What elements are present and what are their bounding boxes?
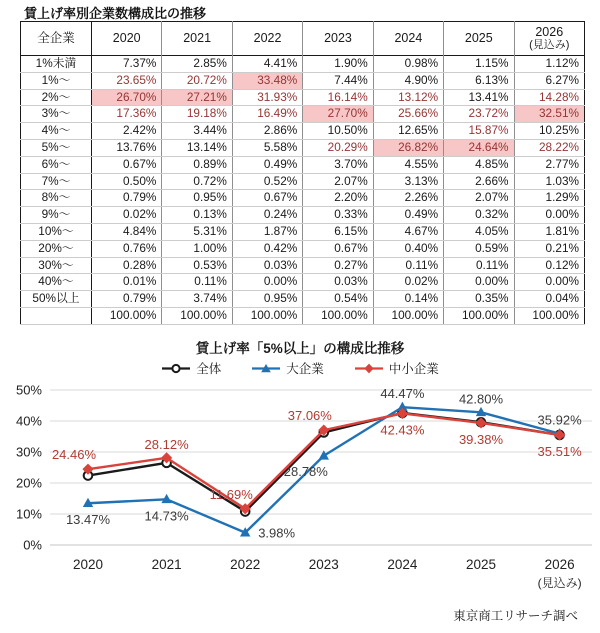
table-cell: 0.02% [373,274,443,291]
table-cell: 4.90% [373,72,443,89]
table-cell: 0.67% [303,240,373,257]
table-row [21,190,585,207]
row-label: 20%〜 [21,240,92,257]
y-axis-tick-label: 0% [23,537,42,553]
table-cell: 31.93% [232,89,302,106]
table-cell: 2.07% [444,190,514,207]
table-row [21,291,585,308]
table-row [21,139,585,156]
table-cell: 0.95% [162,190,232,207]
table-header [21,22,585,56]
table-cell: 0.98% [373,56,443,73]
table-cell: 6.27% [514,72,584,89]
y-axis-tick-label: 20% [15,475,42,491]
table-cell: 3.74% [162,291,232,308]
row-label: 5%〜 [21,139,92,156]
table-cell: 0.00% [444,274,514,291]
x-axis-tick-label: 2025 [465,557,497,572]
table-cell: 1.03% [514,173,584,190]
table-cell: 1.12% [514,56,584,73]
row-label: 10%〜 [21,223,92,240]
table-cell: 0.27% [303,257,373,274]
table-cell: 6.13% [444,72,514,89]
table-cell: 3.70% [303,156,373,173]
year-column-header: 2023 [303,22,373,56]
table-cell: 14.28% [514,89,584,106]
table-cell: 2.66% [444,173,514,190]
table-cell: 4.55% [373,156,443,173]
trend-line-chart [0,383,600,595]
table-cell: 23.65% [92,72,162,89]
table-cell: 24.64% [444,139,514,156]
table-cell: 0.00% [514,274,584,291]
source-note: 東京商工リサーチ調べ [453,609,578,623]
table-cell: 4.84% [92,223,162,240]
table-cell: 0.28% [92,257,162,274]
table-cell: 100.00% [92,307,162,324]
table-cell: 1.87% [232,223,302,240]
y-axis-tick-label: 30% [15,444,42,460]
data-label: 39.38% [458,431,504,447]
data-label: 14.73% [144,508,189,524]
row-label: 1%未満 [21,56,92,73]
table-cell: 0.02% [92,207,162,224]
table-cell: 0.79% [92,190,162,207]
row-label: 3%〜 [21,106,92,123]
row-label: 50%以上 [21,291,92,308]
table-cell: 2.77% [514,156,584,173]
table-cell: 0.11% [373,257,443,274]
table-cell: 0.54% [303,291,373,308]
table-cell: 6.15% [303,223,373,240]
table-cell: 20.72% [162,72,232,89]
table-cell: 7.37% [92,56,162,73]
table-cell: 0.32% [444,207,514,224]
row-label: 6%〜 [21,156,92,173]
table-cell: 0.40% [373,240,443,257]
table-cell: 0.04% [514,291,584,308]
data-label: 13.47% [65,512,111,528]
table-cell: 2.86% [232,123,302,140]
table-cell: 0.00% [232,274,302,291]
open-circle-marker-icon [161,363,191,374]
table-row [21,240,585,257]
data-label: 42.80% [458,391,504,407]
table-cell: 32.51% [514,106,584,123]
row-label [21,307,92,324]
y-axis-tick-label: 50% [15,383,42,398]
table-cell: 0.11% [162,274,232,291]
table-cell: 0.14% [373,291,443,308]
table-cell: 0.42% [232,240,302,257]
data-label: 28.12% [144,436,189,452]
table-cell: 5.58% [232,139,302,156]
table-cell: 0.03% [303,274,373,291]
table-row [21,123,585,140]
y-axis-tick-label: 40% [15,413,42,429]
table-cell: 5.31% [162,223,232,240]
table-cell: 1.90% [303,56,373,73]
table-cell: 2.26% [373,190,443,207]
table-cell: 1.29% [514,190,584,207]
x-axis-note-label: (見込み) [537,576,582,590]
x-axis-tick-label: 2020 [72,557,104,572]
table-cell: 2.20% [303,190,373,207]
row-label: 40%〜 [21,274,92,291]
table-cell: 0.53% [162,257,232,274]
year-column-header: 2021 [162,22,232,56]
table-cell: 1.15% [444,56,514,73]
table-cell: 25.66% [373,106,443,123]
table-cell: 0.24% [232,207,302,224]
table-cell: 0.00% [514,207,584,224]
table-cell: 4.41% [232,56,302,73]
row-label: 9%〜 [21,207,92,224]
table-cell: 13.14% [162,139,232,156]
table-row [21,257,585,274]
row-label: 8%〜 [21,190,92,207]
table-cell: 0.49% [232,156,302,173]
table-cell: 23.72% [444,106,514,123]
table-row [21,106,585,123]
table-row [21,274,585,291]
table-cell: 2.85% [162,56,232,73]
table-total-row [21,307,585,324]
table-cell: 13.41% [444,89,514,106]
table-cell: 2.42% [92,123,162,140]
table-cell: 15.87% [444,123,514,140]
row-label: 7%〜 [21,173,92,190]
table-cell: 13.76% [92,139,162,156]
x-axis-tick-label: 2022 [230,557,261,572]
table-row [21,89,585,106]
table-cell: 1.00% [162,240,232,257]
table-cell: 10.50% [303,123,373,140]
table-cell: 0.33% [303,207,373,224]
table-cell: 27.70% [303,106,373,123]
row-label: 2%〜 [21,89,92,106]
table-cell: 0.52% [232,173,302,190]
table-cell: 0.50% [92,173,162,190]
table-cell: 0.01% [92,274,162,291]
data-label: 35.51% [537,443,582,459]
table-cell: 0.35% [444,291,514,308]
table-row [21,56,585,73]
table-row [21,156,585,173]
table-cell: 28.22% [514,139,584,156]
table-cell: 0.79% [92,291,162,308]
table-cell: 3.13% [373,173,443,190]
y-axis-tick-label: 10% [15,506,42,522]
table-cell: 0.89% [162,156,232,173]
table-row [21,173,585,190]
table-cell: 100.00% [303,307,373,324]
x-axis-tick-label: 2024 [387,557,418,572]
diamond-marker-icon [354,363,384,374]
table-cell: 100.00% [514,307,584,324]
table-cell: 100.00% [162,307,232,324]
table-cell: 0.76% [92,240,162,257]
table-cell: 26.70% [92,89,162,106]
table-cell: 0.67% [232,190,302,207]
legend-label-overall: 全体 [196,362,222,376]
table-cell: 1.81% [514,223,584,240]
data-label: 35.92% [537,412,582,428]
table-cell: 100.00% [232,307,302,324]
table-cell: 4.67% [373,223,443,240]
data-label: 37.06% [287,408,332,424]
table-cell: 0.12% [514,257,584,274]
row-label: 1%〜 [21,72,92,89]
table-cell: 17.36% [92,106,162,123]
table-cell: 100.00% [373,307,443,324]
chart-legend [0,359,600,377]
table-cell: 26.82% [373,139,443,156]
table-cell: 13.12% [373,89,443,106]
table-cell: 2.07% [303,173,373,190]
table-cell: 0.11% [444,257,514,274]
table-cell: 0.21% [514,240,584,257]
table-corner-header: 全企業 [21,22,92,56]
table-cell: 7.44% [303,72,373,89]
triangle-marker-icon [251,363,281,374]
table-cell: 0.72% [162,173,232,190]
legend-label-large-companies: 大企業 [286,362,324,376]
table-cell: 4.05% [444,223,514,240]
table-row [21,72,585,89]
year-column-header: 2020 [92,22,162,56]
data-label: 3.98% [258,525,296,541]
table-header-row [21,22,585,56]
table-cell: 27.21% [162,89,232,106]
data-label: 24.46% [51,447,97,463]
table-cell: 0.13% [162,207,232,224]
table-cell: 12.65% [373,123,443,140]
table-cell: 19.18% [162,106,232,123]
table-cell: 10.25% [514,123,584,140]
data-label: 44.47% [380,386,425,402]
table-title: 賃上げ率別企業数構成比の推移 [24,6,207,21]
chart-title: 賃上げ率「5%以上」の構成比推移 [195,341,405,356]
table-cell: 0.67% [92,156,162,173]
data-label: 42.43% [380,422,425,438]
x-axis-tick-label: 2023 [308,557,339,572]
legend-item-sme [354,359,439,377]
table-cell: 33.48% [232,72,302,89]
table-cell: 20.29% [303,139,373,156]
table-row [21,207,585,224]
table-cell: 0.95% [232,291,302,308]
table-row [21,223,585,240]
legend-item-large-companies [251,359,324,377]
table-cell: 16.14% [303,89,373,106]
legend-item-overall [161,359,221,377]
diamond-marker [554,429,565,440]
table-cell: 0.49% [373,207,443,224]
x-axis-tick-label: 2026 [544,557,575,572]
year-column-header: 2026 (見込み) [529,24,570,52]
table-cell: 0.59% [444,240,514,257]
data-label: 28.78% [283,463,328,479]
table-cell: 16.49% [232,106,302,123]
table-cell: 3.44% [162,123,232,140]
wage-rate-table [20,21,585,325]
year-column-header: 2022 [232,22,302,56]
table-cell: 0.03% [232,257,302,274]
year-column-header: 2024 [373,22,443,56]
x-axis-tick-label: 2021 [151,557,182,572]
legend-label-sme: 中小企業 [388,362,439,376]
table-cell: 100.00% [444,307,514,324]
year-column-header: 2025 [444,22,514,56]
table-cell: 4.85% [444,156,514,173]
data-label: 11.69% [209,486,253,502]
row-label: 4%〜 [21,123,92,140]
row-label: 30%〜 [21,257,92,274]
